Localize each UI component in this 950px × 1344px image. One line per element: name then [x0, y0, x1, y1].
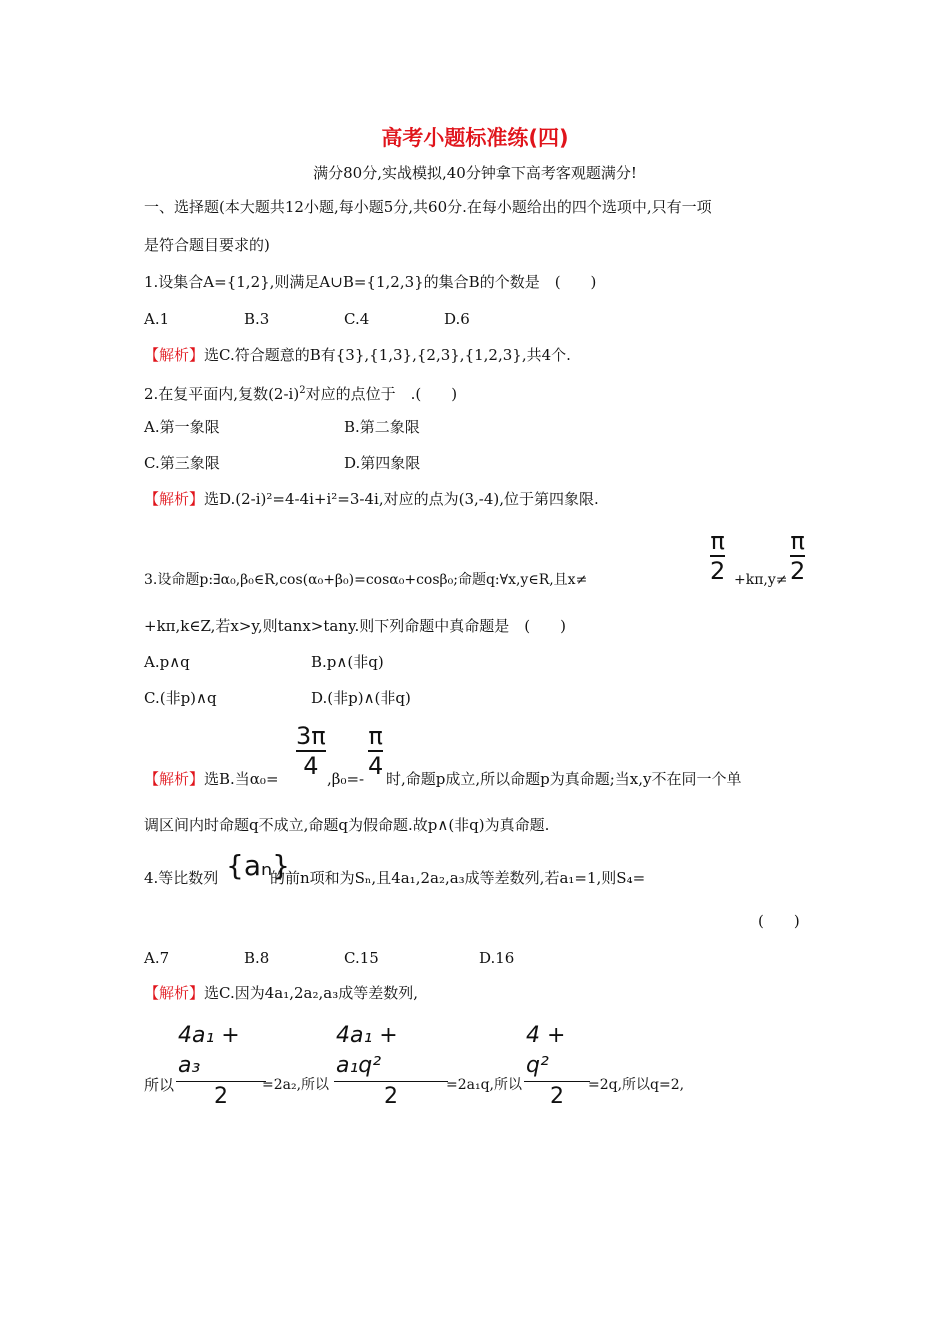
q2-option-b: B.第二象限	[344, 418, 420, 436]
q3-option-b: B.p∧(非q)	[311, 653, 384, 671]
section-intro-line2: 是符合题目要求的)	[144, 236, 270, 254]
fraction-numerator: 3π	[296, 722, 326, 750]
q4-step-2: =2a₁q,所以	[446, 1077, 523, 1093]
q3-analysis-fraction-2	[368, 722, 383, 780]
q3-analysis-c: 时,命题p成立,所以命题p为真命题;当x,y不在同一个单	[386, 770, 742, 788]
q4-sequence: {aₙ}	[226, 849, 290, 882]
page-title: 高考小题标准练(四)	[381, 126, 569, 150]
q4-option-d: D.16	[479, 949, 515, 967]
q4-fraction-2	[334, 1021, 448, 1112]
q4-stem-a: 4.等比数列	[144, 869, 219, 887]
analysis-tag: 【解析】	[144, 490, 205, 508]
analysis-tag: 【解析】	[144, 346, 205, 364]
q1-option-a: A.1	[144, 310, 170, 328]
q3-option-c: C.(非p)∧q	[144, 689, 217, 707]
q4-stem-b: 的前n项和为Sₙ,且4a₁,2a₂,a₃成等差数列,若a₁=1,则S₄=	[270, 869, 646, 887]
q2-analysis-text: 选D.(2-i)²=4-4i+i²=3-4i,对应的点为(3,-4),位于第四象限.	[204, 490, 599, 508]
q2-stem-sup: 2	[299, 385, 306, 396]
q3-option-d: D.(非p)∧(非q)	[311, 689, 411, 707]
q4-analysis	[144, 983, 418, 1003]
q3-stem-b: +kπ,y≠	[734, 572, 788, 588]
q2-option-a: A.第一象限	[144, 418, 220, 436]
q4-paren: ( )	[758, 912, 800, 930]
fraction-denominator: 2	[550, 1084, 564, 1109]
fraction-denominator: 2	[214, 1084, 228, 1109]
q3-analysis-fraction-1	[296, 722, 326, 780]
q4-fraction-3	[524, 1021, 590, 1112]
q3-fraction-2	[790, 527, 805, 585]
q3-analysis-a: 选B.当α₀=	[204, 770, 279, 788]
fraction-denominator: 2	[790, 557, 806, 585]
fraction-denominator: 4	[303, 752, 319, 780]
q4-fraction-1	[176, 1021, 266, 1112]
subtitle: 满分80分,实战模拟,40分钟拿下高考客观题满分!	[313, 164, 637, 182]
fraction-denominator: 4	[368, 752, 384, 780]
q4-option-a: A.7	[144, 949, 170, 967]
q1-stem: 1.设集合A={1,2},则满足A∪B={1,2,3}的集合B的个数是 ( )	[144, 273, 597, 291]
q2-option-d: D.第四象限	[344, 454, 421, 472]
q3-analysis-d: 调区间内时命题q不成立,命题q为假命题.故p∧(非q)为真命题.	[144, 816, 550, 834]
q3-fraction-1	[710, 527, 725, 585]
q3-analysis	[144, 769, 279, 789]
fraction-numerator: 4a₁ + a₁q²	[336, 1023, 398, 1078]
analysis-tag: 【解析】	[144, 984, 205, 1002]
fraction-denominator: 2	[710, 557, 726, 585]
q1-option-b: B.3	[244, 310, 270, 328]
q1-analysis	[144, 345, 571, 365]
q3-stem-c: +kπ,k∈Z,若x>y,则tanx>tany.则下列命题中真命题是 ( )	[144, 617, 566, 635]
fraction-numerator: π	[368, 722, 383, 750]
q2-stem-a: 2.在复平面内,复数(2-i)	[144, 385, 300, 403]
q4-analysis-text: 选C.因为4a₁,2a₂,a₃成等差数列,	[204, 984, 418, 1002]
section-intro-line1: 一、选择题(本大题共12小题,每小题5分,共60分.在每小题给出的四个选项中,只有一项	[144, 198, 712, 216]
q2-stem-b: 对应的点位于 .( )	[305, 385, 458, 403]
fraction-numerator: 4a₁ + a₃	[178, 1023, 240, 1078]
analysis-tag: 【解析】	[144, 770, 205, 788]
q4-option-c: C.15	[344, 949, 379, 967]
q2-option-c: C.第三象限	[144, 454, 220, 472]
q3-option-a: A.p∧q	[144, 653, 190, 671]
q3-analysis-b: ,β₀=-	[327, 770, 365, 788]
q1-option-c: C.4	[344, 310, 370, 328]
q1-analysis-text: 选C.符合题意的B有{3},{1,3},{2,3},{1,2,3},共4个.	[204, 346, 571, 364]
q4-option-b: B.8	[244, 949, 270, 967]
q4-step-1: =2a₂,所以	[262, 1077, 330, 1093]
fraction-numerator: 4 + q²	[526, 1023, 566, 1078]
q4-step-3: =2q,所以q=2,	[588, 1077, 685, 1093]
q1-option-d: D.6	[444, 310, 470, 328]
fraction-denominator: 2	[384, 1084, 398, 1109]
q2-stem	[144, 381, 457, 404]
q2-analysis	[144, 489, 599, 509]
q4-so-1: 所以	[144, 1076, 175, 1094]
fraction-numerator: π	[790, 527, 805, 555]
fraction-numerator: π	[710, 527, 725, 555]
q3-stem-a: 3.设命题p:∃α₀,β₀∈R,cos(α₀+β₀)=cosα₀+cosβ₀;命题q:∀x,y∈R,且x≠	[144, 572, 588, 588]
